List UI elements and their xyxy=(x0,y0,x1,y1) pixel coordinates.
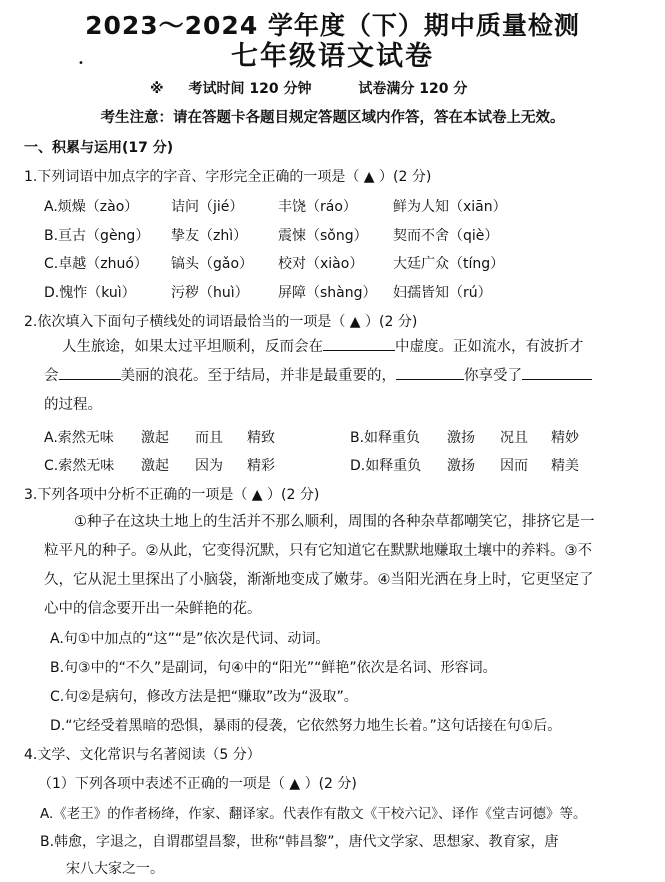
q2-option: 精彩 xyxy=(247,458,275,474)
q2-option: 因而 xyxy=(500,458,528,474)
q4-option: A.《老王》的作者杨绛，作家、翻译家。代表作有散文《干校六记》、译作《堂吉诃德》等。 xyxy=(40,806,587,822)
q3-passage xyxy=(44,508,644,624)
q4-subquestion-1: （1）下列各项中表述不正确的一项是（ ▲ ）(2 分) xyxy=(38,776,357,792)
exam-title-year: 2023～2024 学年度（下）期中质量检测 xyxy=(85,11,580,40)
answer-blank xyxy=(522,365,592,380)
q2-option: 精妙 xyxy=(551,430,579,446)
question-4-stem: 4.文学、文化常识与名著阅读（5 分） xyxy=(24,747,261,763)
q2-passage xyxy=(44,333,614,420)
q2-option: 激起 xyxy=(141,430,169,446)
exam-meta xyxy=(150,78,467,98)
q3-option: D.“它经受着黑暗的恐惧，暴雨的侵袭，它依然努力地生长着。”这句话接在句①后。 xyxy=(50,718,562,734)
q3-passage-line: 久，它从泥土里探出了小脑袋，渐渐地变成了嫩芽。④当阳光洒在身上时，它更坚定了 xyxy=(44,572,594,588)
q2-text: 中虚度。正如流水，有波折才 xyxy=(395,339,584,355)
full-score: 试卷满分 120 分 xyxy=(358,81,468,97)
section-title: 一、积累与运用(17 分) xyxy=(24,140,174,156)
q2-option: 而且 xyxy=(195,430,223,446)
q1-option: A.烦燥（zào） xyxy=(44,199,139,215)
q2-option: B.如释重负 xyxy=(350,430,421,446)
q1-option: C.卓越（zhuó） xyxy=(44,256,148,272)
q3-option: A.句①中加点的“这”“是”依次是代词、动词。 xyxy=(50,631,330,647)
q1-option: 挚友（zhì） xyxy=(171,228,248,244)
q2-passage-line xyxy=(44,333,614,362)
stray-dot: • xyxy=(78,58,84,69)
q1-option: B.亘古（gèng） xyxy=(44,228,150,244)
q2-text: 人生旅途，如果太过平坦顺利，反而会在 xyxy=(62,339,323,355)
question-3-stem: 3.下列各项中分析不正确的一项是（ ▲ ）(2 分) xyxy=(24,487,320,503)
q1-option: 鲜为人知（xiān） xyxy=(393,199,507,215)
exam-time: 考试时间 120 分钟 xyxy=(188,81,312,97)
q2-passage-line xyxy=(44,362,614,391)
q2-option: D.如释重负 xyxy=(350,458,422,474)
q2-option: 激起 xyxy=(141,458,169,474)
q1-option: D.愧怍（kuì） xyxy=(44,285,136,301)
q2-option: 因为 xyxy=(195,458,223,474)
q1-option: 大廷广众（tíng） xyxy=(393,256,505,272)
q1-option: 污秽（huì） xyxy=(171,285,249,301)
q4-option-continued: 宋八大家之一。 xyxy=(66,861,164,877)
q2-passage-line: 的过程。 xyxy=(44,397,102,413)
q3-option: C.句②是病句，修改方法是把“赚取”改为“汲取”。 xyxy=(50,689,358,705)
q1-option: 妇孺皆知（rú） xyxy=(393,285,492,301)
q2-option: 激扬 xyxy=(447,430,475,446)
q2-text: 美丽的浪花。至于结局，并非是最重要的， xyxy=(120,368,396,384)
q1-option: 校对（xiào） xyxy=(278,256,364,272)
q1-option: 屏障（shàng） xyxy=(278,285,377,301)
answer-blank xyxy=(396,365,464,380)
q2-option: 激扬 xyxy=(447,458,475,474)
q2-option: C.索然无味 xyxy=(44,458,115,474)
q1-option: 契而不舍（qiè） xyxy=(393,228,499,244)
q3-option: B.句③中的“不久”是副词，句④中的“阳光”“鲜艳”依次是名词、形容词。 xyxy=(50,660,497,676)
q4-option: B.韩愈，字退之，自谓郡望昌黎，世称“韩昌黎”，唐代文学家、思想家、教育家，唐 xyxy=(40,834,559,850)
q3-passage-line: 粒平凡的种子。②从此，它变得沉默，只有它知道它在默默地赚取土壤中的养料。③不 xyxy=(44,543,592,559)
q1-option: 诘问（jié） xyxy=(171,199,244,215)
q1-option: 镐头（gǎo） xyxy=(171,256,254,272)
q3-passage-line: 心中的信念要开出一朵鲜艳的花。 xyxy=(44,601,262,617)
q3-passage-line: ①种子在这块土地上的生活并不那么顺利，周围的各种杂草都嘲笑它，排挤它是一 xyxy=(74,514,595,530)
q1-option: 震悚（sǒng） xyxy=(278,228,368,244)
q1-option: 丰饶（ráo） xyxy=(278,199,357,215)
q2-option: A.索然无味 xyxy=(44,430,114,446)
q2-text: 会 xyxy=(44,368,59,384)
answer-blank xyxy=(59,365,121,380)
exam-mark: ※ xyxy=(150,81,164,97)
q2-text: 你享受了 xyxy=(464,368,522,384)
q2-option: 况且 xyxy=(500,430,528,446)
question-1-stem: 1.下列词语中加点字的字音、字形完全正确的一项是（ ▲ ）(2 分) xyxy=(24,169,432,185)
q2-option: 精致 xyxy=(247,430,275,446)
exam-notice: 考生注意：请在答题卡各题目规定答题区域内作答，答在本试卷上无效。 xyxy=(100,110,565,126)
answer-blank xyxy=(323,336,395,351)
exam-title-subject: 七年级语文试卷 xyxy=(231,41,434,72)
question-2-stem: 2.依次填入下面句子横线处的词语最恰当的一项是（ ▲ ）(2 分) xyxy=(24,314,418,330)
q2-option: 精美 xyxy=(551,458,579,474)
